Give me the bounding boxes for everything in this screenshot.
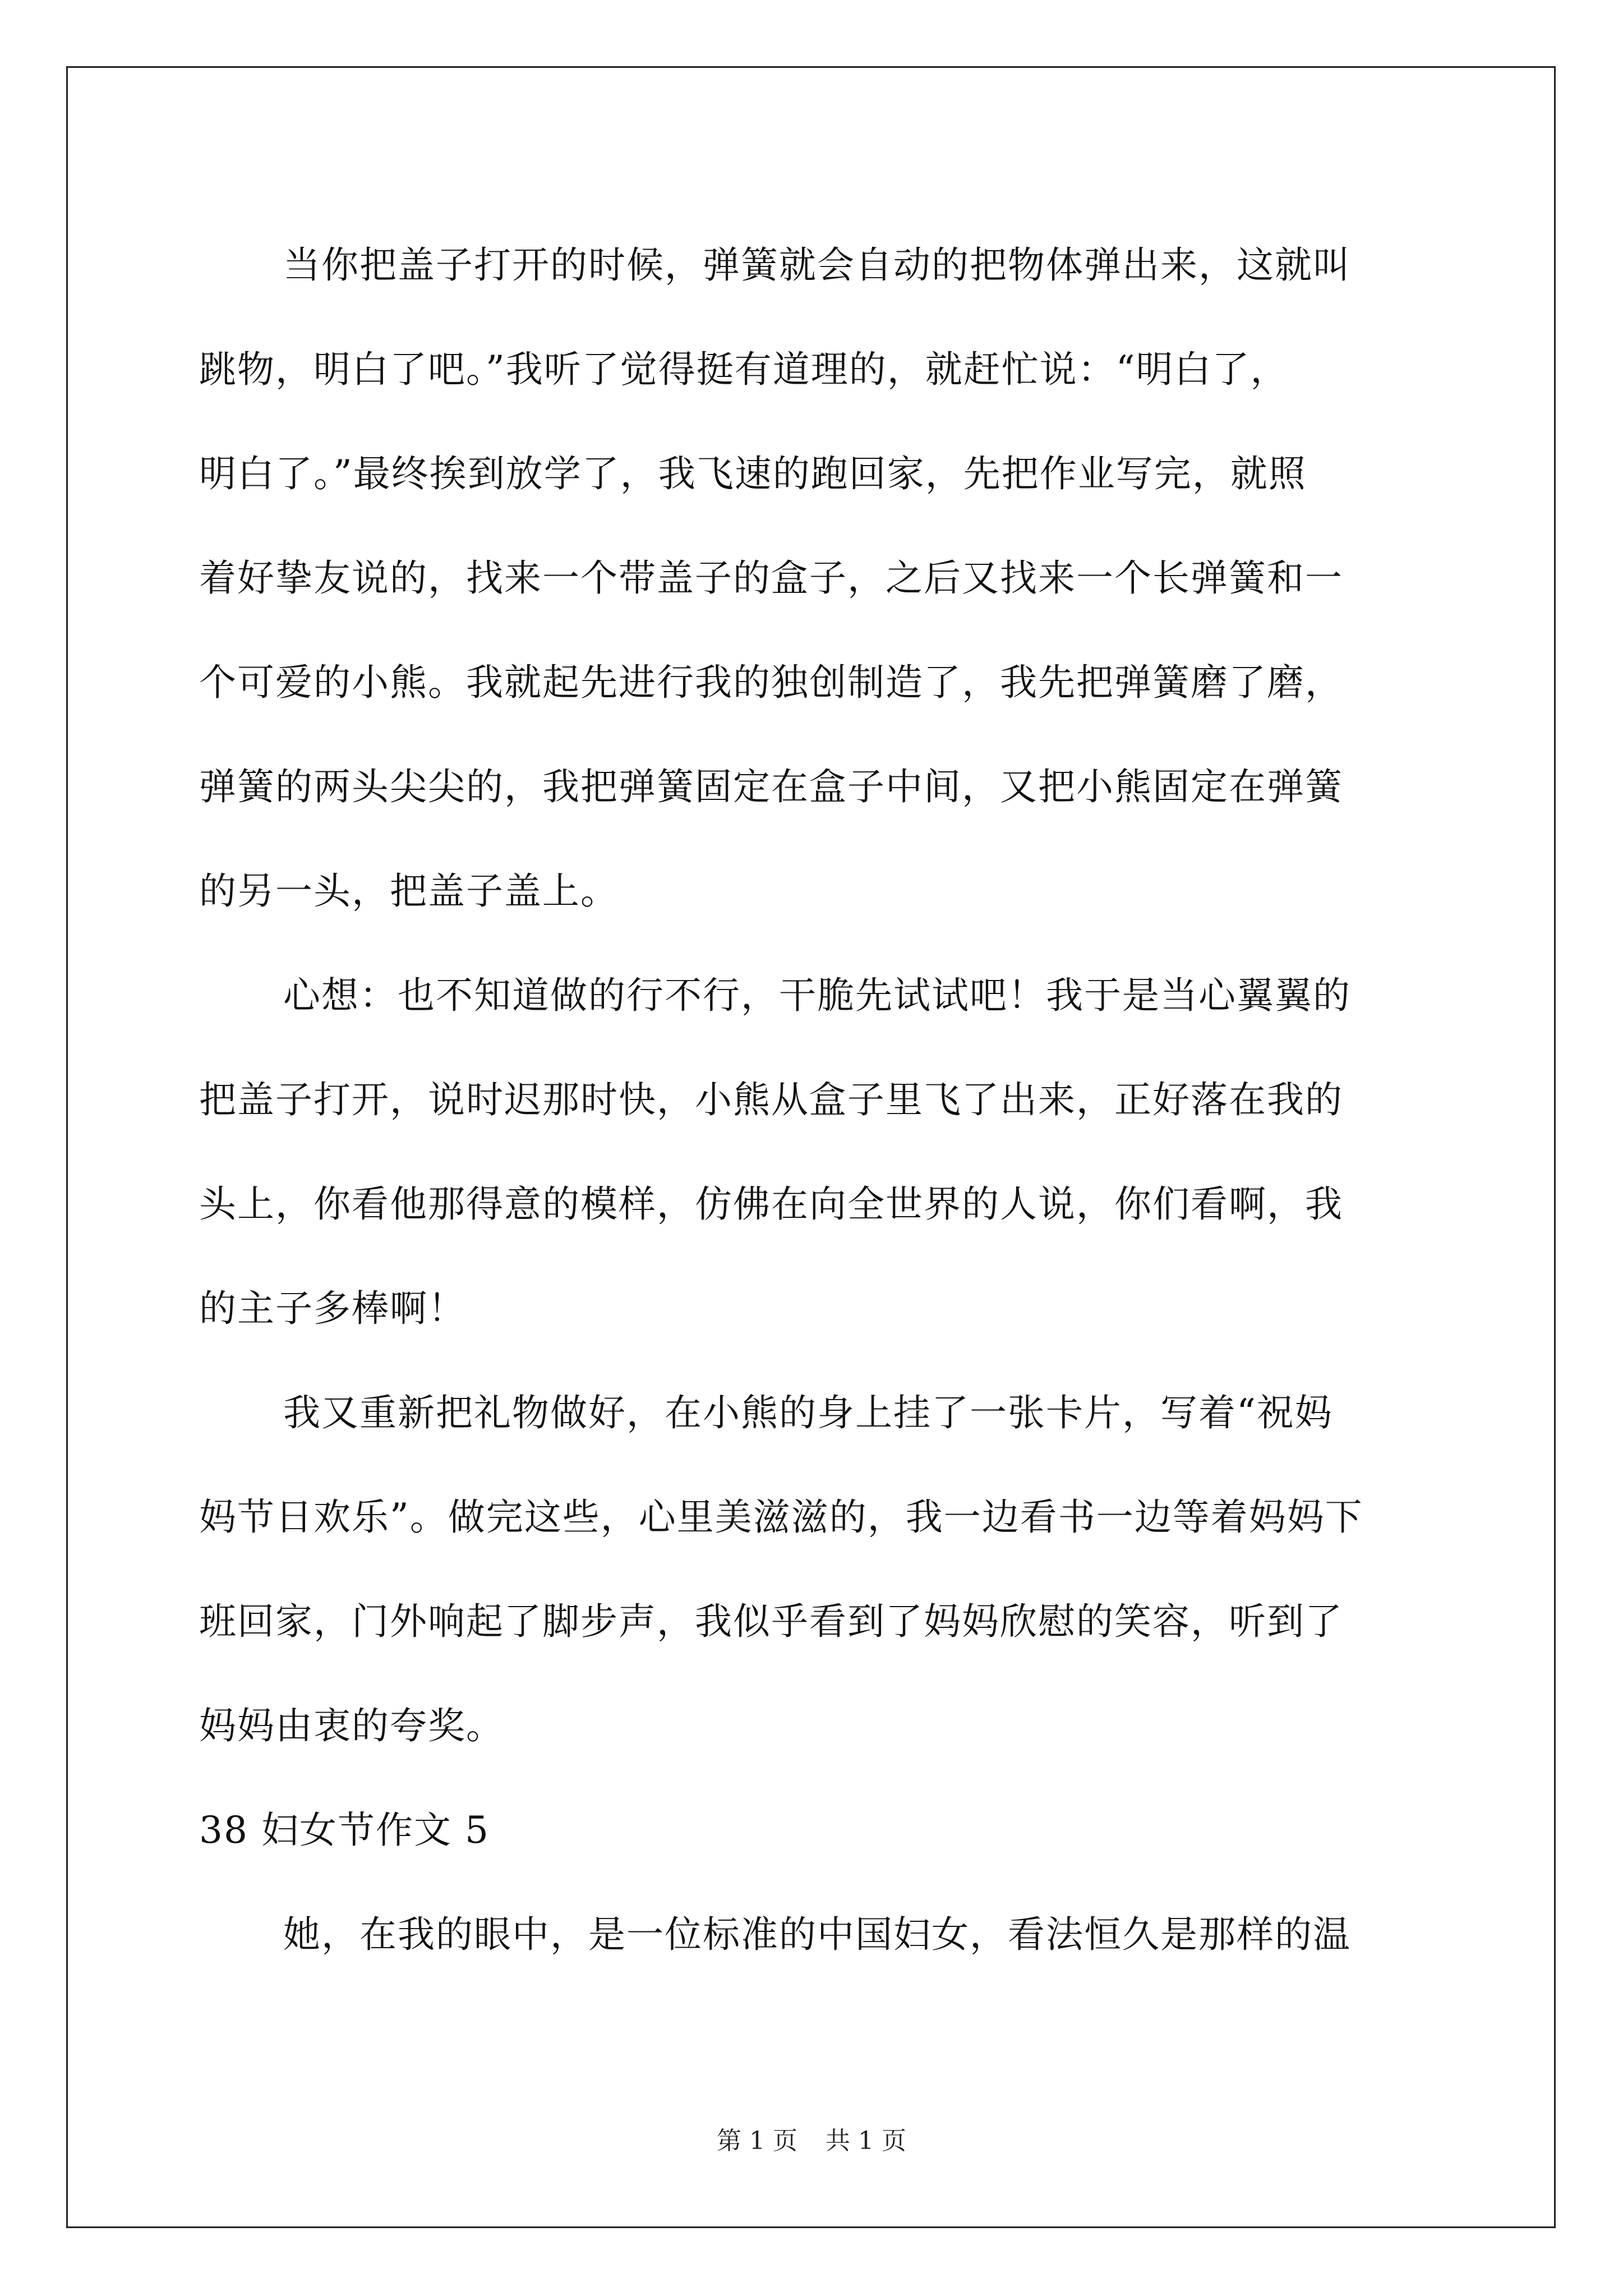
text-line: 弹簧的两头尖尖的，我把弹簧固定在盒子中间，又把小熊固定在弹簧: [199, 765, 1343, 808]
paragraph-1: [199, 213, 1433, 944]
page-footer: [0, 2120, 1623, 2156]
document-body: [199, 213, 1433, 1987]
text-line: 的主子多棒啊！: [199, 1287, 466, 1330]
text-line: 妈妈由衷的夸奖。: [199, 1704, 504, 1747]
text-line: 着好挚友说的，找来一个带盖子的盒子，之后又找来一个长弹簧和一: [199, 556, 1343, 600]
text-line: 个可爱的小熊。我就起先进行我的独创制造了，我先把弹簧磨了磨，: [199, 661, 1343, 704]
text-line: 跳物，明白了吧。”我听了觉得挺有道理的，就赶忙说：“明白了，: [199, 348, 1289, 391]
text-line: 当你把盖子打开的时候，弹簧就会自动的把物体弹出来，这就叫: [283, 243, 1351, 287]
section-heading: 38 妇女节作文 5: [199, 1809, 490, 1852]
page-total: 共 1 页: [826, 2127, 906, 2155]
text-line: 的另一头，把盖子盖上。: [199, 869, 619, 913]
text-line: 把盖子打开，说时迟那时快，小熊从盒子里飞了出来，正好落在我的: [199, 1078, 1343, 1121]
text-line: 我又重新把礼物做好，在小熊的身上挂了一张卡片，写着“祝妈: [283, 1391, 1333, 1434]
text-line: 她，在我的眼中，是一位标准的中国妇女，看法恒久是那样的温: [283, 1913, 1351, 1956]
paragraph-3: [199, 1361, 1433, 1778]
text-line: 头上，你看他那得意的模样，仿佛在向全世界的人说，你们看啊，我: [199, 1182, 1343, 1226]
paragraph-4: [199, 1883, 1433, 1987]
text-line: 妈节日欢乐”。做完这些，心里美滋滋的，我一边看书一边等着妈妈下: [199, 1496, 1363, 1539]
text-line: 心想：也不知道做的行不行，干脆先试试吧！我于是当心翼翼的: [283, 974, 1351, 1017]
text-line: 班回家，门外响起了脚步声，我似乎看到了妈妈欣慰的笑容，听到了: [199, 1600, 1343, 1643]
page-number: 第 1 页: [717, 2127, 797, 2155]
text-line: 明白了。”最终挨到放学了，我飞速的跑回家，先把作业写完，就照: [199, 452, 1307, 495]
paragraph-2: [199, 944, 1433, 1361]
